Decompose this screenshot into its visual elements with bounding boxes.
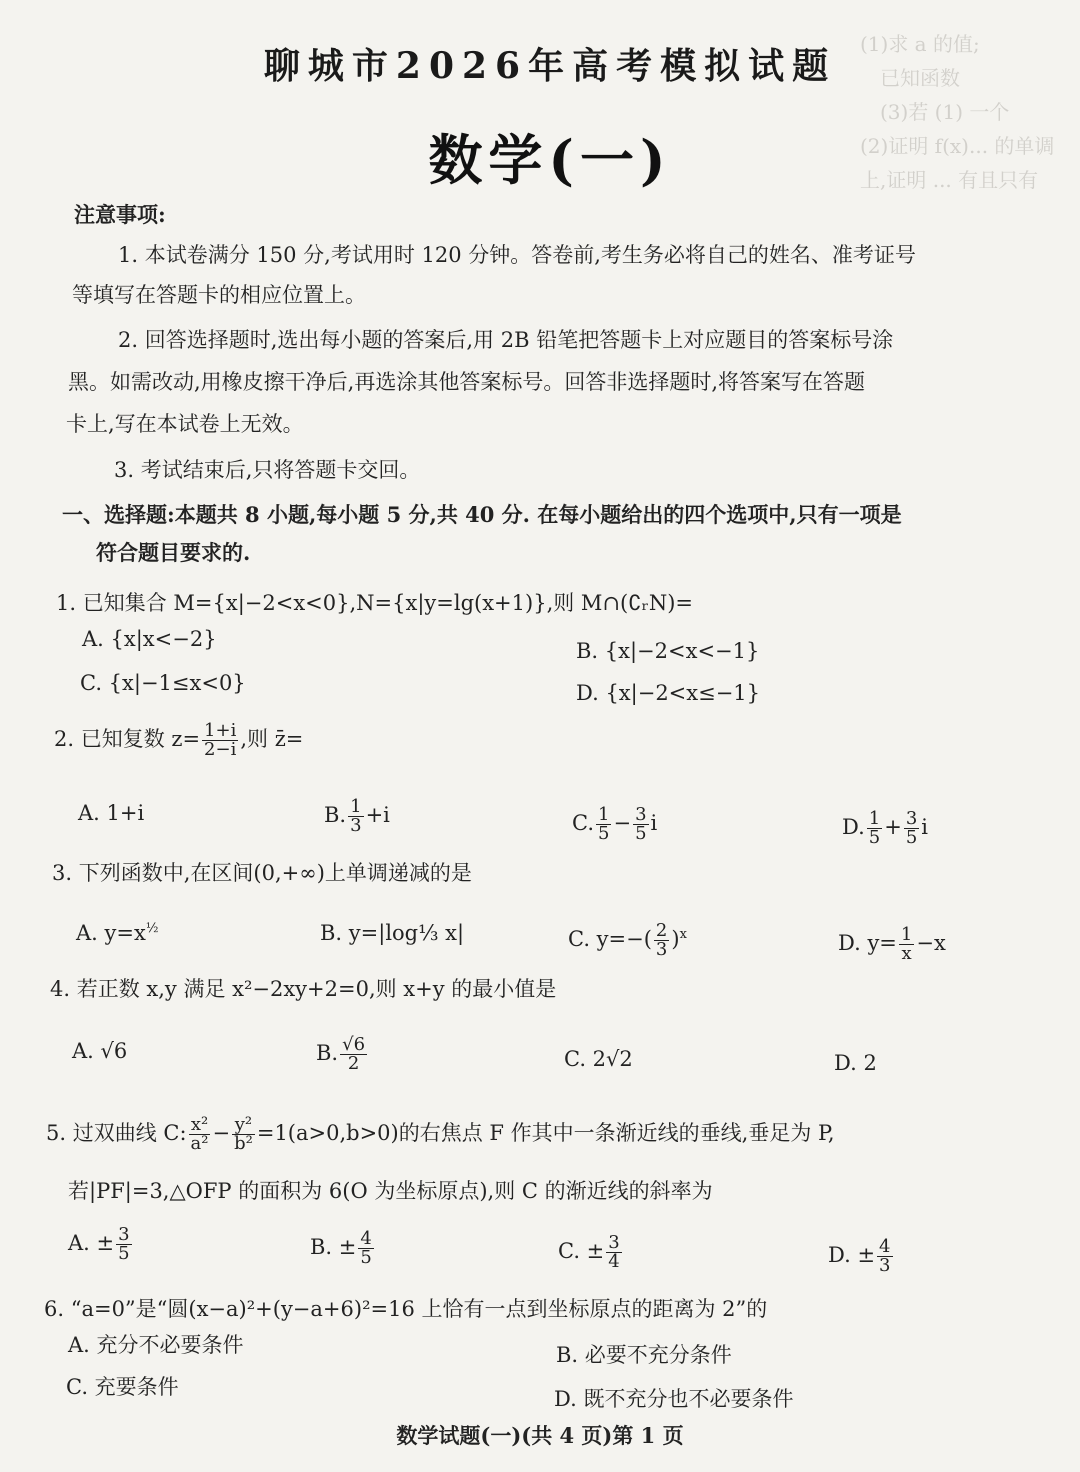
notice-item-1: 1. 本试卷满分 150 分,考试用时 120 分钟。答卷前,考生务必将自己的姓名、准考证号 [118, 243, 916, 267]
bleed-text: 上,证明 ... 有且只有 [860, 168, 1039, 192]
notice-item-2: 2. 回答选择题时,选出每小题的答案后,用 2B 铅笔把答题卡上对应题目的答案标号涂 [118, 328, 894, 352]
q2d-frac1 [867, 810, 882, 847]
q2b-num: 1 [350, 796, 362, 817]
q4b-frac [340, 1036, 367, 1073]
q2b-den: 3 [350, 815, 362, 836]
q2c-num2: 3 [635, 804, 647, 825]
q2-den: 2−i [204, 739, 237, 760]
notice-item-2-cont: 黑。如需改动,用橡皮擦干净后,再选涂其他答案标号。回答非选择题时,将答案写在答题 [68, 370, 866, 394]
q3c-frac [654, 922, 669, 959]
question-5-option-a [68, 1226, 134, 1263]
q5c-pre: C. ± [558, 1239, 605, 1263]
q3a-pre: A. y=x [76, 921, 146, 945]
q5d-den: 3 [879, 1255, 891, 1276]
question-6-option-c: C. 充要条件 [66, 1375, 179, 1399]
section-heading-cont: 符合题目要求的. [96, 540, 251, 565]
question-4-stem: 4. 若正数 x,y 满足 x²−2xy+2=0,则 x+y 的最小值是 [50, 977, 557, 1001]
q5a-num: 3 [118, 1224, 130, 1245]
q5-frac1 [189, 1116, 211, 1153]
q5d-pre: D. ± [828, 1243, 876, 1267]
q5-mid: − [212, 1121, 231, 1145]
question-5-option-d [828, 1238, 895, 1275]
question-4-option-b [316, 1036, 369, 1073]
question-1-option-a: A. {x|x<−2} [82, 627, 217, 651]
q5c-frac [606, 1234, 621, 1271]
q2b-frac [348, 798, 363, 835]
q5a-frac [116, 1226, 131, 1263]
q5-post: =1(a>0,b>0)的右焦点 F 作其中一条渐近线的垂线,垂足为 P, [256, 1121, 835, 1145]
notice-item-2-cont2: 卡上,写在本试卷上无效。 [66, 412, 304, 436]
q3c-num: 2 [655, 920, 668, 941]
question-3-option-b: B. y=|log⅓ x| [320, 921, 465, 945]
question-4-option-c: C. 2√2 [564, 1047, 633, 1071]
question-5-stem [46, 1116, 835, 1153]
q2c-frac1 [596, 806, 611, 843]
q3d-num: 1 [900, 924, 913, 945]
question-6-option-a: A. 充分不必要条件 [68, 1333, 244, 1357]
q2d-frac2 [904, 810, 919, 847]
q5b-num: 4 [360, 1228, 372, 1249]
q4b-pre: B. [316, 1041, 339, 1065]
q4b-den: 2 [347, 1053, 360, 1074]
q2b-pre: B. [324, 803, 347, 827]
question-6-stem: 6. “a=0”是“圆(x−a)²+(y−a+6)²=16 上恰有一点到坐标原点的距离为 2”的 [44, 1297, 768, 1321]
question-5-stem-cont: 若|PF|=3,△OFP 的面积为 6(O 为坐标原点),则 C 的渐近线的斜率为 [68, 1179, 713, 1203]
q3d-post: −x [916, 931, 946, 955]
question-5-option-c [558, 1234, 624, 1271]
q2c-post: i [650, 811, 658, 835]
notice-item-1-cont: 等填写在答题卡的相应位置上。 [72, 283, 366, 307]
bleed-text: (2)证明 f(x)... 的单调 [860, 134, 1055, 158]
q5c-den: 4 [608, 1251, 620, 1272]
question-4-option-d: D. 2 [834, 1051, 877, 1075]
q2c-den2: 5 [635, 823, 647, 844]
q2d-post: i [921, 815, 928, 839]
q3d-frac [899, 926, 914, 963]
question-1-option-c: C. {x|−1≤x<0} [80, 671, 246, 695]
question-3-stem: 3. 下列函数中,在区间(0,+∞)上单调递减的是 [52, 861, 472, 885]
q2c-den1: 5 [598, 823, 610, 844]
notice-heading: 注意事项: [74, 202, 166, 227]
question-1-option-d: D. {x|−2<x≤−1} [576, 681, 761, 705]
question-6-option-b: B. 必要不充分条件 [556, 1343, 732, 1367]
q2-stem-pre: 2. 已知复数 z= [54, 727, 201, 751]
q5a-den: 5 [118, 1243, 130, 1264]
question-3-option-d [838, 926, 946, 963]
q3c-pre: C. y=−( [568, 927, 652, 951]
notice-item-3: 3. 考试结束后,只将答题卡交回。 [114, 458, 421, 482]
q2d-mid: + [884, 815, 902, 839]
q5-num2: y² [232, 1116, 255, 1135]
q2-stem-post: ,则 z̄= [240, 727, 304, 751]
page-footer: 数学试题(一)(共 4 页)第 1 页 [396, 1423, 684, 1448]
q2-num: 1+i [204, 720, 237, 741]
subject-title: 数学(一) [428, 128, 672, 192]
question-1-stem: 1. 已知集合 M={x|−2<x<0},N={x|y=lg(x+1)},则 M∩(∁ᵣN)= [56, 591, 694, 615]
exam-title: 聊城市2026年高考模拟试题 [263, 45, 837, 87]
q3a-sup: ½ [145, 921, 159, 936]
q2b-post: +i [365, 803, 390, 827]
bleed-text: 已知函数 [880, 66, 960, 90]
question-5-option-b [310, 1230, 376, 1267]
q3d-pre: D. y= [838, 931, 897, 955]
q5-frac2 [232, 1116, 255, 1153]
question-3-option-a [76, 914, 158, 948]
question-2-option-b [324, 798, 390, 835]
q2c-pre: C. [572, 811, 594, 835]
section-heading: 一、选择题:本题共 8 小题,每小题 5 分,共 40 分. 在每小题给出的四个选项中,只有一项是 [62, 502, 902, 527]
q5-num1: x² [189, 1116, 211, 1135]
q3c-sup: x [679, 927, 687, 942]
question-1-option-b: B. {x|−2<x<−1} [576, 639, 760, 663]
q5-pre: 5. 过双曲线 C: [46, 1121, 187, 1145]
q4b-num: √6 [342, 1034, 366, 1055]
q5-den2: b² [234, 1133, 253, 1154]
q3c-post: ) [671, 927, 680, 951]
question-2-stem [54, 722, 303, 759]
q3c-den: 3 [655, 939, 668, 960]
question-3-option-c [568, 920, 687, 959]
q2d-num2: 3 [905, 808, 918, 829]
question-2-option-d [842, 810, 928, 847]
q5d-frac [877, 1238, 892, 1275]
q5d-num: 4 [879, 1236, 891, 1257]
q3d-den: x [901, 943, 912, 964]
q5a-pre: A. ± [68, 1231, 115, 1255]
q2-fraction [202, 722, 238, 759]
q2c-mid: − [613, 811, 632, 835]
q2d-pre: D. [842, 815, 865, 839]
bleed-text: (1)求 a 的值; [860, 32, 980, 56]
question-2-option-c [572, 806, 657, 843]
q2d-den2: 5 [905, 827, 918, 848]
question-2-option-a: A. 1+i [78, 801, 145, 825]
q2d-den1: 5 [868, 827, 881, 848]
q5-den1: a² [190, 1133, 209, 1154]
question-6-option-d: D. 既不充分也不必要条件 [554, 1387, 794, 1411]
q5b-frac [358, 1230, 373, 1267]
q2c-frac2 [633, 806, 648, 843]
q2c-num1: 1 [598, 804, 610, 825]
q5b-pre: B. ± [310, 1235, 357, 1259]
bleed-text: (3)若 (1) 一个 [880, 100, 1010, 124]
q5b-den: 5 [360, 1247, 372, 1268]
question-4-option-a: A. √6 [72, 1039, 128, 1063]
q2d-num1: 1 [868, 808, 881, 829]
q5c-num: 3 [608, 1232, 620, 1253]
